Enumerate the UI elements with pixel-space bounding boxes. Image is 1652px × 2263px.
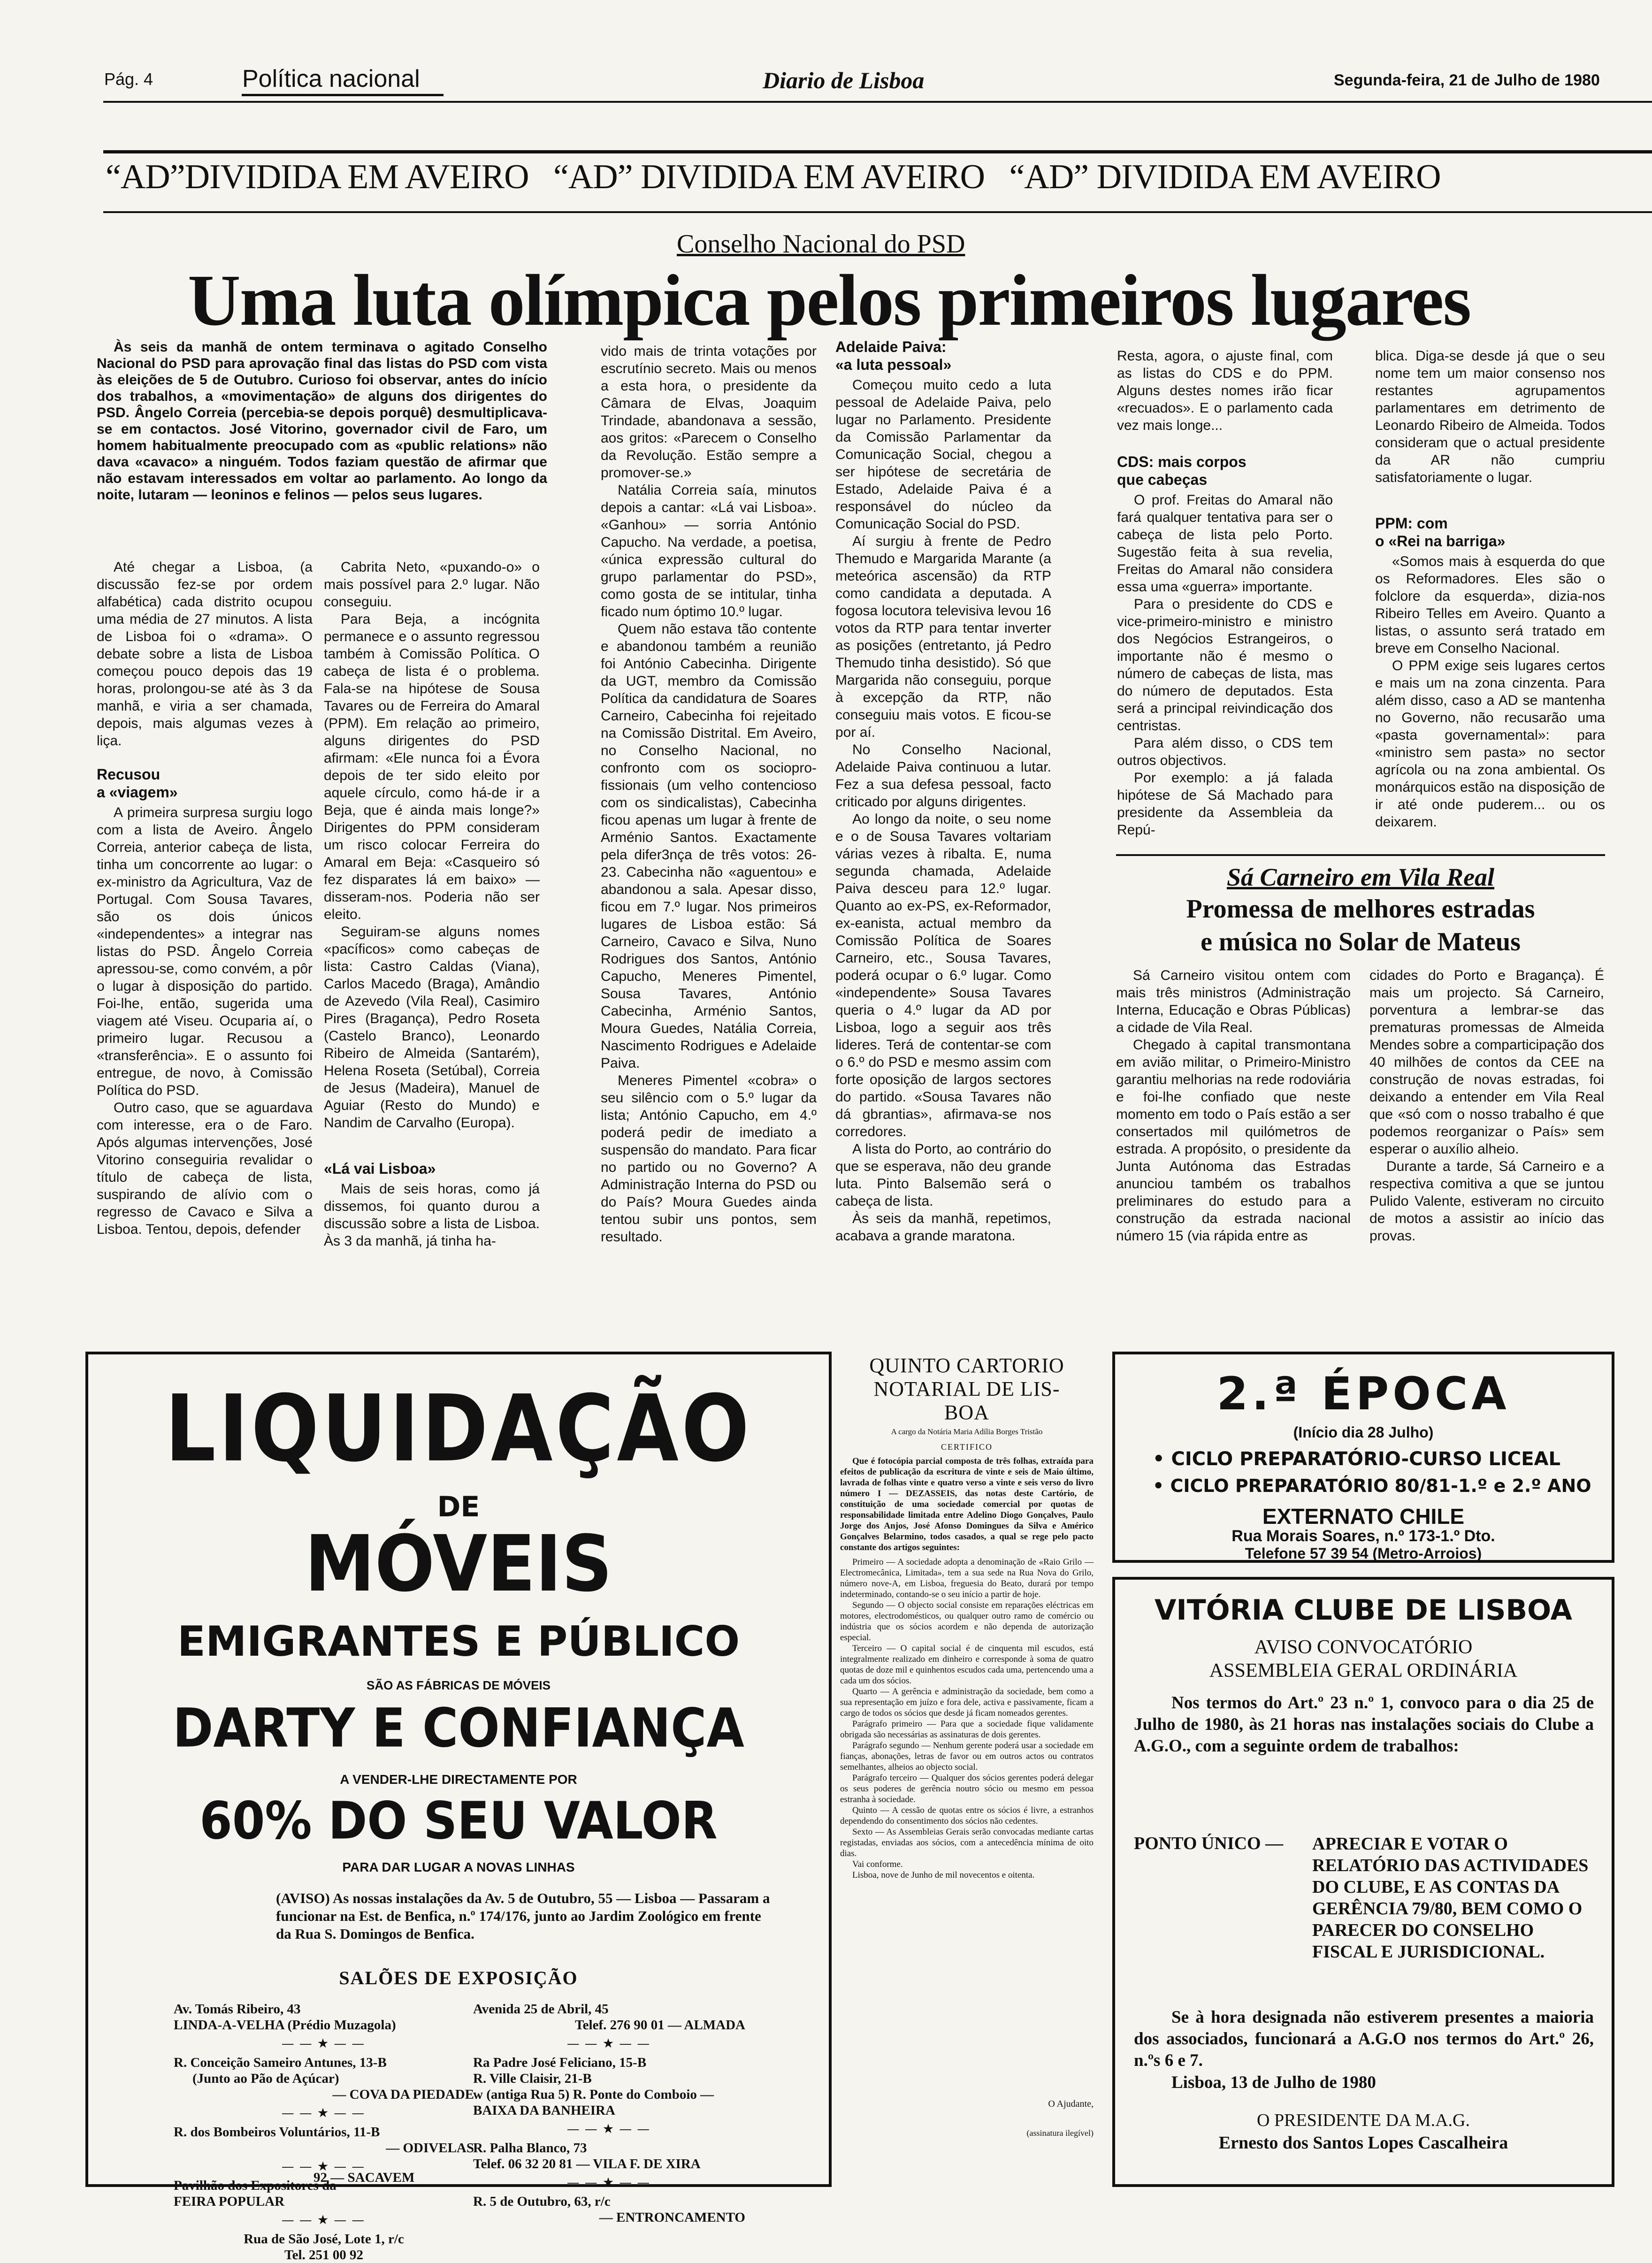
- star-separator: — — ★ — —: [567, 2038, 651, 2050]
- star-separator: — — ★ — —: [282, 2038, 366, 2050]
- paragraph: cidades do Porto e Bragança). É mais um projecto. Sá Carneiro, porventura a lembrar-se das prematuras promessas de Almeida Mendes sobre a comparticipação dos 40 milhões de contos da CEE na construção de novas estradas, foi deixando a entender em Vila Real que «só com o nosso trabalho é que podemos reorganizar o País» sem esperar o auxílio alheio.: [1369, 968, 1604, 1157]
- paragraph: Parágrafo primeiro — Para que a sociedade fique validamente obrigada são necessárias as assinaturas de dois gerentes.: [840, 1719, 1094, 1740]
- paragraph: Às seis da manhã, repetimos, acabava a grande maratona.: [835, 1211, 1051, 1244]
- paragraph: Lisboa, nove de Junho de mil novecentos e oitenta.: [852, 1870, 1035, 1880]
- vitoria-ponto-text: APRECIAR E VOTAR O RELATÓRIO DAS ACTIVIDADES DO CLUBE, E AS CONTAS DA GERÊNCIA 79/80, BEM COMO O PARECER DO CONSELHO FISCAL E JURISDICIONAL.: [1312, 1834, 1589, 1962]
- notary-title: QUINTO CARTORIO NOTARIAL DE LIS- BOA: [869, 1354, 1064, 1424]
- paragraph: vido mais de trinta votações por escrutínio secreto. Mais ou menos a esta hora, o presidente da Câmara de Elvas, Joaquim Trindade, abandonava a sessão, aos gritos: «Parecem o Conselho da Revolução. Estão sempre a promover-se.»: [601, 344, 817, 481]
- chile-date: (Início dia 28 Julho): [1293, 1424, 1434, 1441]
- subheading: Adelaide Paiva: «a luta pessoal»: [835, 338, 952, 373]
- paragraph: Mais de seis horas, como já dissemos, foi quanto durou a discussão sobre a lista de Lisboa. Às 3 da manhã, já tinha ha-: [324, 1181, 540, 1249]
- notary-certificado: CERTIFICO: [941, 1442, 993, 1452]
- ad-liquidacao-line6: DARTY E CONFIANÇA: [173, 1696, 744, 1760]
- ad-liquidacao-line9: PARA DAR LUGAR A NOVAS LINHAS: [342, 1860, 575, 1874]
- ad-liquidacao-line5: SÃO AS FÁBRICAS DE MÓVEIS: [367, 1678, 551, 1692]
- paragraph: Outro caso, que se aguardava com interesse, era o de Faro. Após algumas intervenções, José Vitorino conseguiria revalidar o título de cabeça de lista, suspirando de alívio com o regresso de Cavaco e Silva a Lisboa. Tentou, depois, defender: [97, 1100, 313, 1237]
- chile-item-2: • CICLO PREPARATÓRIO 80/81-1.º e 2.º ANO: [1153, 1476, 1591, 1496]
- paragraph: Até chegar a Lisboa, (a discussão fez-se por ordem alfabética) cada distrito ocupou uma média de 27 minutos. A lista de Lisboa foi o «drama». O debate sobre a lista de Lisboa começou pouco depois das 19 horas, prolongou-se até às 3 da manhã, e viria a ser chamada, depois, mais algumas vezes à liça.: [97, 559, 313, 749]
- vitoria-title: VITÓRIA CLUBE DE LISBOA: [1154, 1594, 1572, 1627]
- paragraph: Meneres Pimentel «cobra» o seu silêncio com o 5.º lugar da lista; António Capucho, em 4.º poderá pedir de imediato a suspensão do mandato. Para ficar no partido ou no Governo? A Administração Interna do PSD ou do País? Moura Guedes ainda tentou subir uns pontos, sem resultado.: [601, 1073, 817, 1245]
- paragraph: Parágrafo terceiro — Qualquer dos sócios gerentes poderá delegar os seus poderes de gerência noutro sócio ou mesmo em pessoa estranha à sociedade.: [840, 1773, 1094, 1804]
- paragraph: A primeira surpresa surgiu logo com a lista de Aveiro. Ângelo Correia, anterior cabeça de lista, tinha um concorrente ao lugar: o ex-ministro da Agricultura, Vaz de Portugal. Com Sousa Tavares, são os dois únicos «independentes» a integrar nas listas do PSD. Ângelo Correia apressou-se, como convém, a pôr o lugar à disposição do partido. Foi-lhe, então, sugerida uma viagem até Viseu. Ocuparia aí, o primeiro lugar. Recusou a «transferência». E o assunto foi entregue, de novo, à Comissão Política do PSD.: [97, 805, 313, 1098]
- paragraph: Para Beja, a incógnita permanece e o assunto regressou também à Comissão Política. O cabeça de lista é o problema. Fala-se na hipótese de Sousa Tavares ou de Ferreira do Amaral (PPM). Em relação ao primeiro, alguns dirigentes do PSD afirmam: «Ele nunca foi a Évora depois de ter sido eleito por aquele círculo, como há-de ir a Beja, que é ainda mais longe?» Dirigentes do PPM consideram um risco colocar Ferreira do Amaral em Beja: «Casqueiro só fez disparates lá em baixo» — disseram-nos. Poderia não ser eleito.: [324, 612, 540, 922]
- salao-item: Av. Tomás Ribeiro, 43 LINDA-A-VELHA (Prédio Muzagola): [174, 2002, 396, 2033]
- vitoria-sign-name: Ernesto dos Santos Lopes Cascalheira: [1218, 2133, 1508, 2153]
- vila-real-column-1: [1116, 967, 1351, 1333]
- chile-school: EXTERNATO CHILE: [1262, 1504, 1465, 1529]
- paragraph: Quinto — A cessão de quotas entre os sócios é livre, a estranhos dependendo do consentimento dos sócios não cedentes.: [840, 1805, 1094, 1826]
- paragraph: Que é fotocópia parcial composta de três folhas, extraída para efeitos de publicação da escritura de vinte e seis de Maio último, lavrada de folhas vinte e quatro verso a vinte e seis verso do livro número I — DEZASSEIS, das notas deste Cartório, de constituição de uma sociedade comercial por quotas de responsabilidade limitada entre Adelino Diogo Gonçalves, Paulo Jorge dos Anjos, José Afonso Domingues da Silva e Américo Gonçalves Belarmino, todos casados, a qual se rege pelo pacto constante dos artigos seguintes:: [840, 1456, 1094, 1552]
- vila-real-rule: [1116, 854, 1605, 856]
- newspaper-name: Diario de Lisboa: [763, 67, 925, 93]
- paragraph: Parágrafo segundo — Nenhum gerente poderá usar a sociedade em fianças, abonações, letras de favor ou em outros actos ou contratos semelhantes, alheios ao objecto social.: [840, 1741, 1094, 1772]
- vitoria-sub1: AVISO CONVOCATÓRIO: [1254, 1636, 1473, 1658]
- paragraph: Começou muito cedo a luta pessoal de Adelaide Paiva, pelo lugar no Parlamento. Presidente da Comissão Parlamentar da Comunicação Social, chegou a ser hipótese de secretária de Estado, Adelaide Paiva é a responsável do núcleo da Comunicação Social do PSD.: [835, 377, 1051, 532]
- paragraph: Aí surgiu à frente de Pedro Themudo e Margarida Marante (a meteórica ascensão) da RTP como candidata a deputada. A fogosa locutora televisiva levou 16 votos da RTP para tentar inverter as posições (entretanto, já Pedro Themudo tinha desistido). Só que Margarida não conseguiu, porque à excepção da RTP, não conseguiu mais votos. E ficou-se por aí.: [835, 534, 1051, 740]
- salao-item: R. dos Bombeiros Voluntários, 11-B — ODIVELAS: [174, 2125, 474, 2156]
- page-number: Pág. 4: [104, 69, 153, 89]
- paragraph: Sexto — As Assembleias Gerais serão convocadas mediante cartas registadas, enviadas aos sócios, com a antecedência mínima de oito dias.: [840, 1827, 1094, 1858]
- article-column-6: [1375, 347, 1605, 864]
- banner-rule-bottom: [103, 211, 1652, 213]
- paragraph: Seguiram-se alguns nomes «pacíficos» como cabeças de lista: Castro Caldas (Viana), Carlos Macedo (Braga), Amândio de Azevedo (Vila Real), Casimiro Pires (Bragança), Pedro Roseta (Castelo Branco), Leonardo Ribeiro de Almeida (Santarém), Helena Roseta (Setúbal), Correia de Jesus (Madeira), Manuel de Aguiar (Resto do Mundo) e Nandim de Carvalho (Europa).: [324, 924, 540, 1131]
- ad-liquidacao: [85, 1352, 832, 2263]
- chile-item-1: • CICLO PREPARATÓRIO-CURSO LICEAL: [1153, 1448, 1560, 1470]
- section-title: Política nacional: [242, 65, 420, 92]
- chile-address: Rua Morais Soares, n.º 173-1.º Dto.: [1231, 1527, 1495, 1545]
- vila-real-headline-1: Promessa de melhores estradas: [1186, 894, 1535, 924]
- notary-body: [840, 1456, 1094, 2094]
- paragraph: Sá Carneiro visitou ontem com mais três ministros (Administração Interna, Educação e Obras Públicas) a cidade de Vila Real.: [1116, 968, 1351, 1035]
- salao-item: Rua de São José, Lote 1, r/c Tel. 251 00 92: [244, 2232, 404, 2263]
- salao-item: Avenida 25 de Abril, 45 Telef. 276 90 01 — ALMADA: [473, 2002, 745, 2033]
- notary-signature: O Ajudante,: [1048, 2099, 1094, 2109]
- saloes-right: [473, 2001, 745, 2225]
- star-separator: — — ★ — —: [282, 2107, 366, 2119]
- chile-phone: Telefone 57 39 54 (Metro-Arroios): [1245, 1545, 1482, 1562]
- ad-liquidacao-line3: MÓVEIS: [305, 1519, 612, 1609]
- paragraph: Por exemplo: a já falada hipótese de Sá Machado para presidente da Assembleia da Repú-: [1117, 770, 1333, 838]
- paragraph: Ao longo da noite, o seu nome e o de Sousa Tavares voltariam várias vezes à ribalta. E, numa segunda chamada, Adelaide Paiva desceu para 12.º lugar. Quanto ao ex-PS, ex-Reformador, ex-eanista, actual membro da Comissão Política de Soares Carneiro, etc., Sousa Tavares, poderá ocupar o 6.º lugar. Como «independente» Sousa Tavares queria o 4.º lugar da AD por Lisboa, logo a seguir aos três lideres. Terá de contentar-se com o 6.º do PSD e mesmo assim com forte oposição de largos sectores do partido. «Sousa Tavares não dá gbrantias», afirmava-se nos corredores.: [835, 811, 1051, 1139]
- subheading: PPM: com o «Rei na barriga»: [1375, 515, 1506, 550]
- paragraph: Primeiro — A sociedade adopta a denominação de «Raio Grilo — Electromecânica, Limitada», tem a sua sede na Rua Nova do Grilo, número nove-A, em Lisboa, freguesia do Beato, durará por tempo indeterminado, contando-se o seu início a partir de hoje.: [840, 1557, 1094, 1599]
- saloes-left-last: 92 — SACAVEM: [314, 2170, 415, 2185]
- masthead-rule: [103, 101, 1652, 103]
- banner: “AD”DIVIDIDA EM AVEIRO “AD” DIVIDIDA EM AVEIRO “AD” DIVIDIDA EM AVEIRO: [106, 158, 1441, 196]
- salao-item: R. Palha Blanco, 73 Telef. 06 32 20 81 — VILA F. DE XIRA: [473, 2141, 701, 2171]
- ad-liquidacao-line7: A VENDER-LHE DIRECTAMENTE POR: [340, 1772, 577, 1787]
- paragraph: O prof. Freitas do Amaral não fará qualquer tentativa para ser o cabeça de lista pelo Porto. Sugestão feita à sua revelia, Freitas do Amaral não considera essa uma «guerra» importante.: [1117, 492, 1333, 595]
- paragraph: Terceiro — O capital social é de cinquenta mil escudos, está integralmente realizado em dinheiro e corresponde à soma de quatro quotas de doze mil e quinhentos escudos cada uma, pertencendo uma a cada um dos sócios.: [840, 1644, 1094, 1686]
- paragraph: Quarto — A gerência e administração da sociedade, bem como a sua representação em juízo e fora dele, activa e passivamente, ficam a cargo de todos os sócios que desde já ficam nomeados gerentes.: [840, 1687, 1094, 1718]
- ad-liquidacao-line4: EMIGRANTES E PÚBLICO: [177, 1617, 740, 1666]
- vitoria-body: Nos termos do Art.º 23 n.º 1, convoco para o dia 25 de Julho de 1980, às 21 horas nas instalações sociais do Clube a A.G.O., com a seguinte ordem de trabalhos:: [1134, 1693, 1594, 1756]
- paragraph: A lista do Porto, ao contrário do que se esperava, não deu grande luta. Pinto Balsemão será o cabeça de lista.: [835, 1141, 1051, 1209]
- paragraph: «Somos mais à esquerda do que os Reformadores. Eles são o folclore da esquerda», dizia-nos Ribeiro Telles em Aveiro. Quanto a listas, o assunto será tratado em breve em Conselho Nacional.: [1375, 554, 1605, 656]
- vitoria-sign-title: O PRESIDENTE DA M.A.G.: [1257, 2110, 1470, 2130]
- saloes-left: [174, 2001, 474, 2263]
- paragraph: Natália Correia saía, minutos depois a cantar: «Lá vai Lisboa». «Ganhou» — sorria António Capucho. Na verdade, a poetisa, «única expressão cultural do grupo parlamentar do PSD», como gosta de se intitular, tinha ficado num óptimo 10.º lugar.: [601, 482, 817, 619]
- star-separator: — — ★ — —: [282, 2214, 366, 2226]
- paragraph: Resta, agora, o ajuste final, com as listas do CDS e do PPM. Alguns destes nomes irão ficar «recuados». E o parlamento cada vez mais longe...: [1117, 348, 1333, 433]
- article-kicker: Conselho Nacional do PSD: [677, 229, 965, 259]
- vitoria-sub2: ASSEMBLEIA GERAL ORDINÁRIA: [1209, 1660, 1518, 1682]
- notary-subtitle: A cargo da Notária Maria Adília Borges Tristão: [891, 1427, 1043, 1436]
- star-separator: — — ★ — —: [567, 2177, 651, 2189]
- subheading: Recusou a «viagem»: [97, 766, 178, 801]
- paragraph: Para além disso, o CDS tem outros objectivos.: [1117, 735, 1333, 768]
- ad-liquidacao-line1: LIQUIDAÇÃO: [165, 1376, 752, 1483]
- vitoria-body2: Se à hora designada não estiverem presentes a maioria dos associados, funcionará a A.G.O nos termos do Art.º 26, n.ºs 6 e 7.: [1134, 2008, 1594, 2070]
- vitoria-ponto-label: PONTO ÚNICO —: [1134, 1834, 1284, 1853]
- salao-item: Ra Padre José Feliciano, 15-B R. Ville Claisir, 21-B w (antiga Rua 5) R. Ponte do Comboio — BAIXA DA BANHEIRA: [473, 2055, 714, 2118]
- article-headline: Uma luta olímpica pelos primeiros lugares: [188, 260, 1471, 341]
- paragraph: Cabrita Neto, «puxando-o» o mais possível para 2.º lugar. Não conseguiu.: [324, 559, 540, 610]
- issue-date: Segunda-feira, 21 de Julho de 1980: [1334, 71, 1600, 89]
- ad-liquidacao-aviso: (AVISO) As nossas instalações da Av. 5 de Outubro, 55 — Lisboa — Passaram a funcionar na Est. de Benfica, n.º 174/176, junto ao Jardim Zoológico em frente da Rua S. Domingos de Benfica.: [276, 1890, 770, 1942]
- notary-signature-note: (assinatura ilegível): [1026, 2128, 1094, 2138]
- salao-item: R. 5 de Outubro, 63, r/c — ENTRONCAMENTO: [473, 2194, 745, 2225]
- vila-real-kicker: Sá Carneiro em Vila Real: [1226, 863, 1495, 891]
- article-lead: [97, 339, 547, 527]
- vitoria-date: Lisboa, 13 de Julho de 1980: [1171, 2073, 1376, 2092]
- ad-externato-chile: [1112, 1352, 1614, 1563]
- vila-real-column-2: [1369, 967, 1604, 1333]
- vila-real-headline-2: e música no Solar de Mateus: [1201, 927, 1521, 956]
- lead-paragraph: Às seis da manhã de ontem terminava o agitado Conselho Nacional do PSD para aprovação final das listas do PSD com vista às eleições de 5 de Outubro. Curioso foi observar, antes do início dos trabalhos, a «movimentação» de alguns dos dirigentes do PSD. Ângelo Correia (percebia-se depois porquê) desmultiplicava-se em contactos. José Vitorino, governador civil de Faro, um homem habitualmente preocupado com as «public relations» não dava «cavaco» a ninguém. Todos faziam questão de afirmar que não estavam interessados em voltar ao parlamento. Ao longo da noite, lutaram — leoninos e felinos — pelos seus lugares.: [97, 339, 547, 503]
- paragraph: Quem não estava tão contente e abandonou também a reunião foi António Cabecinha. Dirigente da UGT, membro da Comissão Política da candidatura de Soares Carneiro, Cabecinha foi rejeitado na Comissão Distrital. Em Aveiro, no Conselho Nacional, no confronto com os socioprofissionais (um velho contencioso com os sindicalistas), Cabecinha ficou apenas um lugar à frente de Arménio Santos. Exactamente pela difer3nça de três votos: 26-23. Cabecinha não «aguentou» e abandonou a sala. Apesar disso, ficou em 7.º lugar. Nos primeiros lugares de Lisboa estão: Sá Carneiro, Cavaco e Silva, Nuno Rodrigues dos Santos, António Capucho, Meneres Pimentel, Sousa Tavares, António Cabecinha, Arménio Santos, Moura Guedes, Natália Correia, Nascimento Rodrigues e Adelaide Paiva.: [601, 621, 817, 1071]
- ad-vitoria-clube: [1112, 1577, 1614, 2187]
- paragraph: Chegado à capital transmontana em avião militar, o Primeiro-Ministro garantiu melhorias na rede rodoviária e foi-lhe confiado que neste momento em todo o País estão a ser consertados mil quilómetros de estrada. A propósito, o presidente da Junta Autónoma das Estradas anunciou também os trabalhos preliminares do estudo para a construção da estrada nacional número 15 (via rápida entre as: [1116, 1037, 1351, 1244]
- star-separator: — — ★ — —: [282, 2161, 366, 2173]
- salao-item: R. Conceição Sameiro Antunes, 13-B (Junto ao Pão de Açúcar) — COVA DA PIEDADE: [174, 2055, 474, 2102]
- chile-title: 2.ª ÉPOCA: [1216, 1368, 1510, 1420]
- notary-notice: [840, 1354, 1094, 2187]
- paragraph: Durante a tarde, Sá Carneiro e a respectiva comitiva a que se juntou Pulido Valente, estiveram no circuito de motos a assistir ao início das provas.: [1369, 1159, 1604, 1244]
- banner-rule-top: [103, 150, 1652, 153]
- paragraph: O PPM exige seis lugares certos e mais um na zona cinzenta. Para além disso, caso a AD se mantenha no Governo, não recusarão uma «pasta governamental»: para «ministro sem pasta» no sector agrícola ou na zona ambiental. Os monárquicos estão na disposição de ir até onde puderem... ou os deixarem.: [1375, 658, 1605, 830]
- section-underline: [242, 94, 444, 96]
- ad-liquidacao-line2: DE: [437, 1491, 480, 1523]
- paragraph: Para o presidente do CDS e vice-primeiro-ministro e ministro dos Negócios Estrangeiros, o importante não é mesmo o número de cabeças de lista, mas do número de deputados. Esta será a principal reivindicação dos centristas.: [1117, 596, 1333, 734]
- article-column-5: [1117, 347, 1333, 864]
- ad-liquidacao-saloes-title: SALÕES DE EXPOSIÇÃO: [339, 1967, 578, 1988]
- paragraph: Vai conforme.: [852, 1859, 903, 1869]
- paragraph: No Conselho Nacional, Adelaide Paiva continuou a lutar. Fez a sua defesa pessoal, facto criticado por alguns dirigentes.: [835, 742, 1051, 810]
- star-separator: — — ★ — —: [567, 2123, 651, 2135]
- salao-item: Pavilhão dos Expositores da FEIRA POPULAR: [174, 2178, 337, 2209]
- paragraph: blica. Diga-se desde já que o seu nome tem um maior consenso nos restantes agrupamentos parlamentares em detrimento de Leonardo Ribeiro de Almeida. Todos consideram que o actual presidente da AR não cumpriu satisfatoriamente o lugar.: [1375, 348, 1605, 485]
- paragraph: Segundo — O objecto social consiste em reparações eléctricas em motores, electrodomésticos, ou qualquer outro ramo de comércio ou indústria que os sócios acordem e não dependa de autorização especial.: [840, 1600, 1094, 1643]
- subheading: CDS: mais corpos que cabeças: [1117, 453, 1247, 488]
- ad-liquidacao-line8: 60% DO SEU VALOR: [199, 1790, 718, 1851]
- subheading: «Lá vai Lisboa»: [324, 1160, 436, 1177]
